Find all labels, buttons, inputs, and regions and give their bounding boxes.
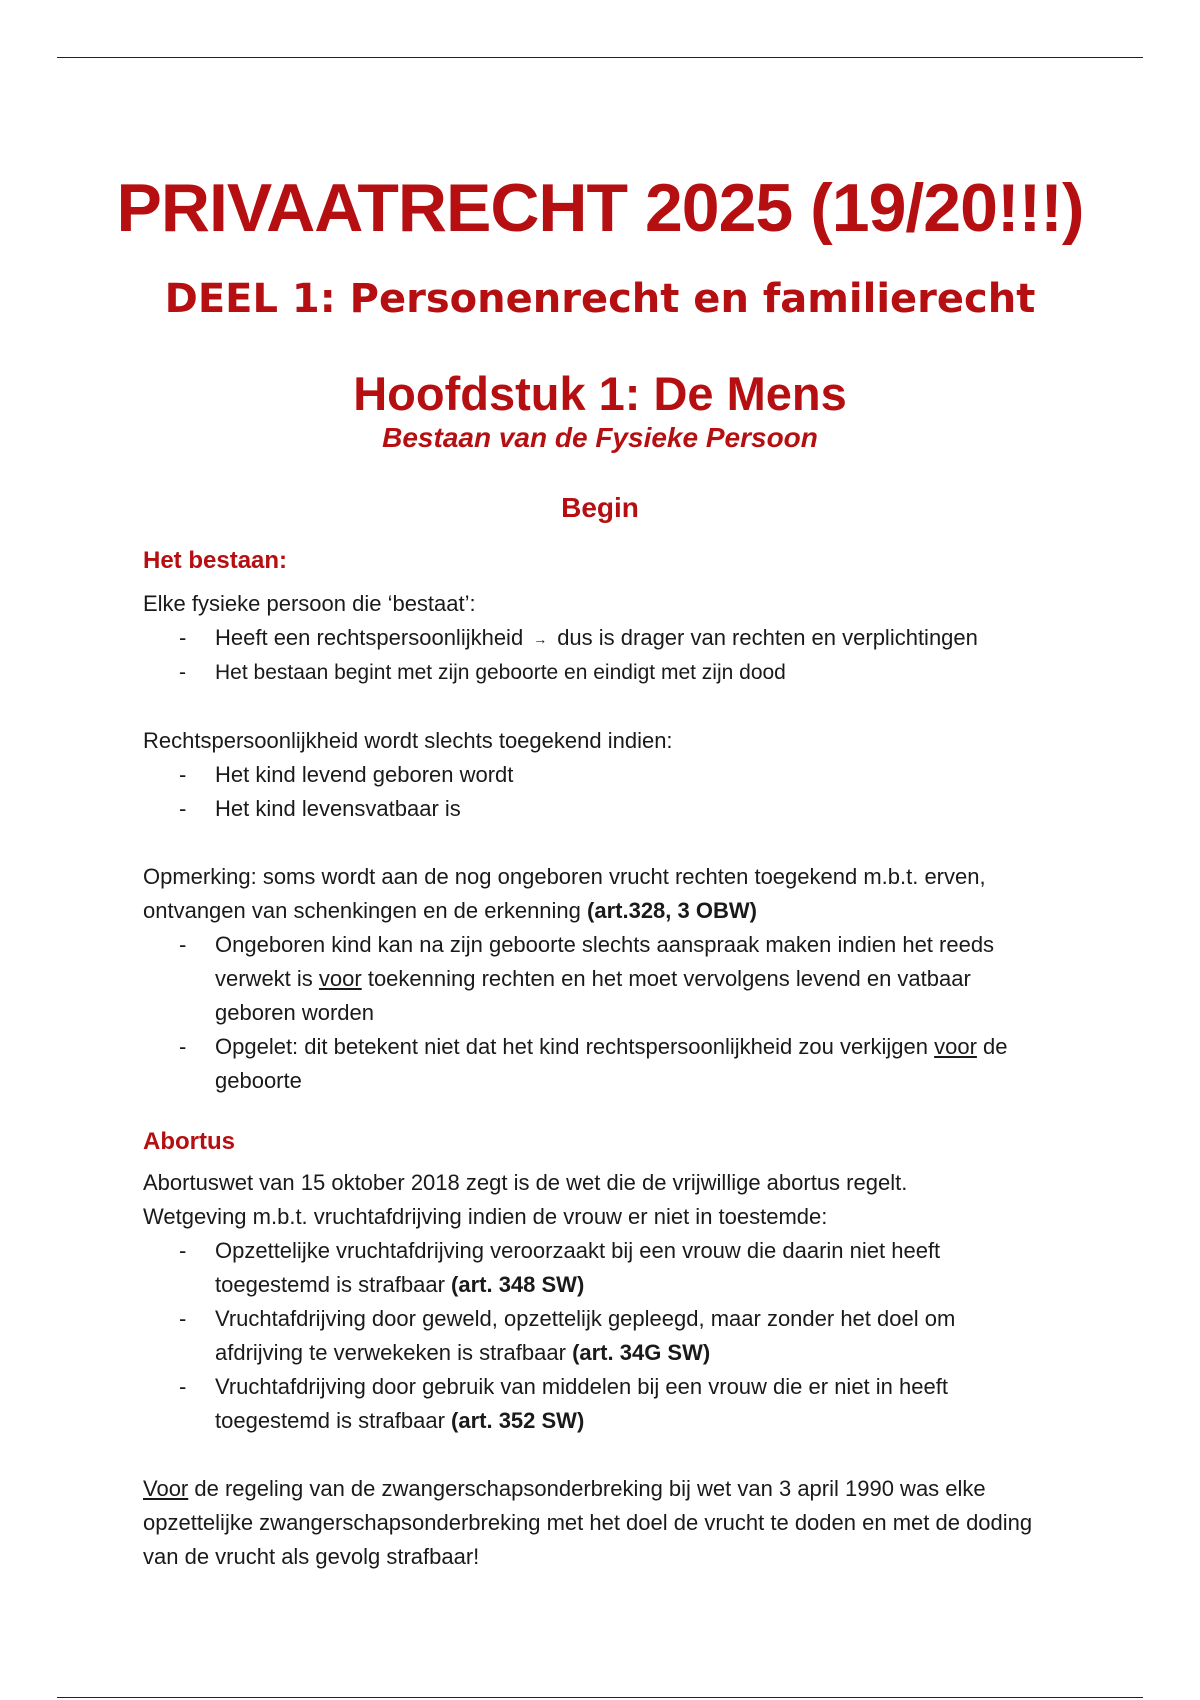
- list-item: [143, 1234, 1043, 1302]
- bottom-rule: [57, 1697, 1143, 1698]
- remark-list: [143, 928, 1043, 1098]
- closing-paragraph: [143, 1472, 1043, 1574]
- list-item-text: Vruchtafdrijving door gebruik van middelen bij een vrouw die er niet in heeft toegestemd is strafbaar: [215, 1374, 948, 1434]
- list-item: [143, 1302, 1043, 1370]
- list-item: [143, 758, 1043, 792]
- list-item: [143, 621, 1043, 656]
- bullet-dash: -: [179, 762, 187, 788]
- underlined-word: voor: [934, 1034, 977, 1060]
- law-reference: (art.328, 3 OBW): [587, 898, 757, 924]
- list-item-text: Het kind levend geboren wordt: [215, 762, 514, 788]
- list-item-text: Ongeboren kind kan na zijn geboorte slechts aanspraak maken indien het reeds verwekt is: [215, 932, 995, 992]
- underlined-word: Voor: [143, 1476, 189, 1502]
- section-heading: Begin: [561, 492, 639, 523]
- list-item: [143, 656, 1043, 690]
- list-item-text: de geboorte: [215, 1034, 1008, 1094]
- abortus-list: [143, 1234, 1043, 1438]
- part-heading: DEEL 1: Personenrecht en familierecht: [164, 276, 1036, 322]
- underlined-word: voor: [318, 966, 362, 992]
- list-item-text: Opgelet: dit betekent niet dat het kind rechtspersoonlijkheid zou verkijgen: [215, 1034, 935, 1060]
- abortus-line: Wetgeving m.b.t. vruchtafdrijving indien de vrouw er niet in toestemde:: [143, 1204, 828, 1230]
- list-item-text: dus is drager van rechten en verplichtingen: [557, 625, 978, 650]
- closing-text: de regeling van de zwangerschapsonderbreking bij wet van 3 april 1990 was elke opzettelijke zwangerschapsonderbreking met het doel de vrucht te doden en met de doding van de vrucht als gevolg strafbaar!: [143, 1476, 1033, 1570]
- list-item: [143, 1030, 1043, 1098]
- chapter-subtitle: Bestaan van de Fysieke Persoon: [382, 422, 818, 453]
- remark-paragraph: [143, 860, 1043, 928]
- condition-list: [143, 758, 1043, 826]
- subheading-abortus: Abortus: [143, 1128, 235, 1156]
- subheading-bestaan: Het bestaan:: [143, 547, 288, 574]
- bullet-dash: -: [179, 1034, 187, 1060]
- list-item-text: Heeft een rechtspersoonlijkheid: [215, 625, 524, 650]
- list-item: [143, 1370, 1043, 1438]
- law-reference: (art. 352 SW): [451, 1408, 585, 1434]
- list-item: [143, 792, 1043, 826]
- bestaan-intro: Elke fysieke persoon die ‘bestaat’:: [143, 591, 476, 616]
- bestaan-list: [143, 621, 1043, 690]
- remark-text: Opmerking: soms wordt aan de nog ongeboren vrucht rechten toegekend m.b.t. erven, ontvangen van schenkingen en de erkenning: [143, 864, 986, 924]
- abortus-line: Abortuswet van 15 oktober 2018 zegt is de wet die de vrijwillige abortus regelt.: [143, 1170, 908, 1196]
- bullet-dash: -: [179, 625, 187, 650]
- document-body: [143, 545, 1043, 1574]
- arrow-right-icon: →: [533, 631, 548, 648]
- law-reference: (art. 348 SW): [451, 1272, 585, 1298]
- top-rule: [57, 57, 1143, 58]
- bullet-dash: -: [179, 1374, 187, 1400]
- bullet-dash: -: [179, 932, 187, 958]
- list-item-text: toekenning rechten en het moet vervolgens levend en vatbaar geboren worden: [215, 966, 971, 1026]
- list-item-text: Het kind levensvatbaar is: [215, 796, 461, 822]
- list-item-text: Het bestaan begint met zijn geboorte en eindigt met zijn dood: [215, 661, 786, 685]
- list-item: [143, 928, 1043, 1030]
- law-reference: (art. 34G SW): [572, 1340, 711, 1366]
- chapter-heading: Hoofdstuk 1: De Mens: [353, 367, 847, 420]
- list-item-text: Vruchtafdrijving door geweld, opzettelijk gepleegd, maar zonder het doel om afdrijving te verwekeken is strafbaar: [215, 1306, 956, 1366]
- list-item-text: Opzettelijke vruchtafdrijving veroorzaakt bij een vrouw die daarin niet heeft toegestemd is strafbaar: [215, 1238, 941, 1298]
- bullet-dash: -: [179, 796, 187, 822]
- condition-intro: Rechtspersoonlijkheid wordt slechts toegekend indien:: [143, 728, 673, 754]
- bullet-dash: -: [179, 1238, 187, 1264]
- bullet-dash: -: [179, 661, 186, 685]
- document-title: PRIVAATRECHT 2025 (19/20!!!): [116, 170, 1084, 246]
- bullet-dash: -: [179, 1306, 187, 1332]
